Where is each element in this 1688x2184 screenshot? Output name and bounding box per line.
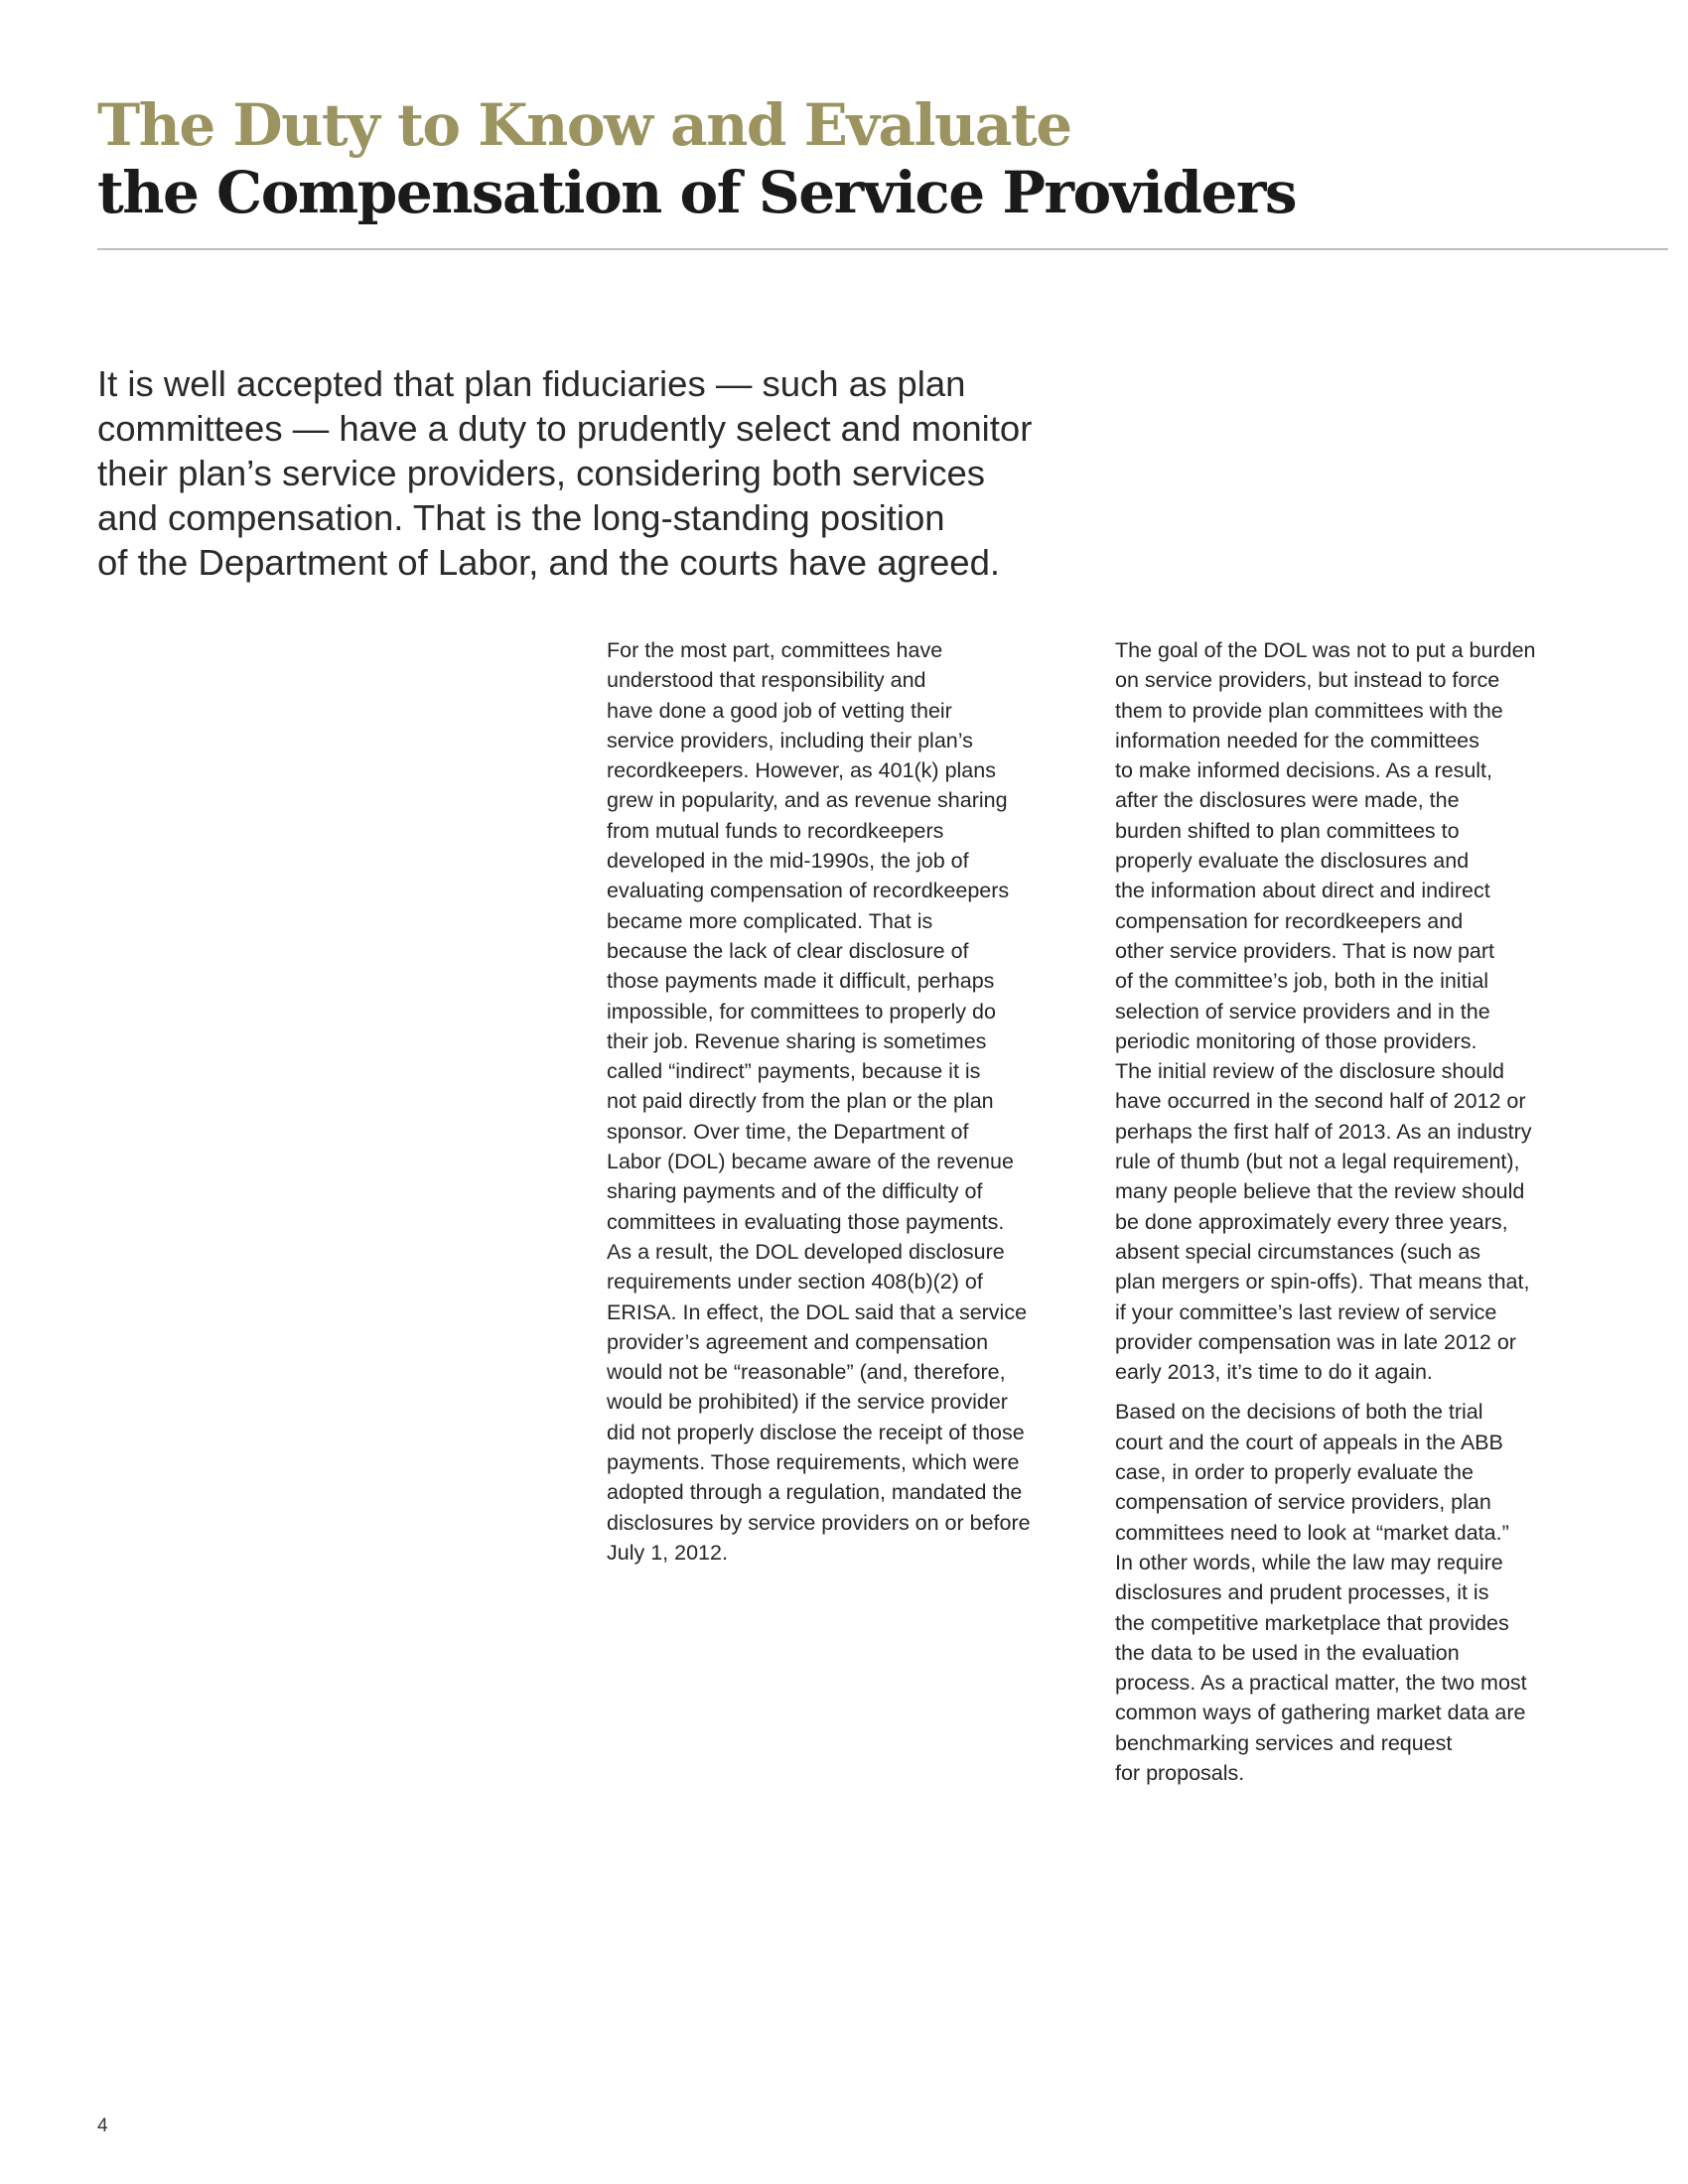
text-line: recordkeepers. However, as 401(k) plans (607, 758, 996, 783)
text-line: would be prohibited) if the service provider (607, 1390, 1008, 1415)
text-line: the information about direct and indirect (1115, 879, 1490, 903)
intro-line: It is well accepted that plan fiduciaries — such as plan (97, 363, 966, 404)
text-line: the data to be used in the evaluation (1115, 1640, 1460, 1665)
text-line: selection of service providers and in the (1115, 999, 1490, 1024)
text-line: Based on the decisions of both the trial (1115, 1400, 1483, 1425)
left-paragraph-1 (607, 635, 1073, 1568)
intro-line: their plan’s service providers, considering both services (97, 453, 986, 493)
text-line: payments. Those requirements, which were (607, 1450, 1020, 1475)
text-line: them to provide plan committees with the (1115, 698, 1503, 723)
intro-paragraph (97, 361, 1090, 585)
text-line: grew in popularity, and as revenue sharing (607, 788, 1008, 813)
text-line: did not properly disclose the receipt of those (607, 1420, 1025, 1444)
text-line: absent special circumstances (such as (1115, 1239, 1481, 1264)
text-line: disclosures by service providers on or before (607, 1510, 1031, 1535)
text-line: of the committee’s job, both in the initial (1115, 969, 1489, 994)
text-line: The initial review of the disclosure should (1115, 1059, 1504, 1084)
text-line: the competitive marketplace that provides (1115, 1610, 1509, 1635)
body-column-left (607, 635, 1073, 1568)
text-line: July 1, 2012. (607, 1540, 728, 1565)
text-line: sponsor. Over time, the Department of (607, 1119, 969, 1144)
text-line: those payments made it difficult, perhaps (607, 969, 995, 994)
text-line: court and the court of appeals in the ABB (1115, 1430, 1503, 1454)
text-line: impossible, for committees to properly do (607, 999, 996, 1024)
text-line: As a result, the DOL developed disclosure (607, 1239, 1005, 1264)
text-line: on service providers, but instead to force (1115, 668, 1500, 693)
text-line: properly evaluate the disclosures and (1115, 849, 1470, 874)
text-line: perhaps the first half of 2013. As an industry (1115, 1119, 1532, 1144)
right-paragraph-2 (1115, 1397, 1582, 1788)
text-line: would not be “reasonable” (and, therefore, (607, 1360, 1006, 1385)
intro-line: committees — have a duty to prudently select and monitor (97, 408, 1033, 449)
text-line: information needed for the committees (1115, 728, 1479, 752)
text-line: In other words, while the law may require (1115, 1550, 1503, 1574)
text-line: understood that responsibility and (607, 668, 926, 693)
text-line: other service providers. That is now part (1115, 938, 1494, 963)
page-number: 4 (97, 2116, 108, 2136)
right-paragraph-1 (1115, 635, 1582, 1387)
text-line: disclosures and prudent processes, it is (1115, 1580, 1489, 1605)
text-line: from mutual funds to recordkeepers (607, 818, 944, 843)
text-line: evaluating compensation of recordkeepers (607, 879, 1010, 903)
text-line: after the disclosures were made, the (1115, 788, 1460, 813)
text-line: service providers, including their plan’s (607, 728, 973, 752)
text-line: became more complicated. That is (607, 908, 933, 933)
text-line: developed in the mid-1990s, the job of (607, 849, 969, 874)
text-line: adopted through a regulation, mandated the (607, 1480, 1023, 1505)
body-column-right (1115, 635, 1582, 1788)
text-line: have done a good job of vetting their (607, 698, 952, 723)
text-line: have occurred in the second half of 2012 or (1115, 1089, 1526, 1114)
text-line: because the lack of clear disclosure of (607, 938, 969, 963)
text-line: For the most part, committees have (607, 638, 943, 662)
intro-line: and compensation. That is the long-standing position (97, 497, 945, 538)
text-line: common ways of gathering market data are (1115, 1701, 1526, 1725)
title-divider (97, 248, 1668, 250)
text-line: be done approximately every three years, (1115, 1209, 1508, 1234)
page-title (97, 91, 1666, 226)
text-line: periodic monitoring of those providers. (1115, 1028, 1477, 1053)
text-line: benchmarking services and request (1115, 1730, 1453, 1755)
text-line: called “indirect” payments, because it is (607, 1059, 981, 1084)
text-line: provider compensation was in late 2012 or (1115, 1329, 1516, 1354)
text-line: provider’s agreement and compensation (607, 1329, 989, 1354)
text-line: plan mergers or spin-offs). That means that, (1115, 1270, 1530, 1295)
text-line: rule of thumb (but not a legal requirement), (1115, 1150, 1520, 1174)
text-line: committees need to look at “market data.” (1115, 1520, 1509, 1545)
text-line: their job. Revenue sharing is sometimes (607, 1028, 987, 1053)
text-line: sharing payments and of the difficulty of (607, 1179, 983, 1204)
title-line-2: the Compensation of Service Providers (97, 159, 1297, 226)
text-line: if your committee’s last review of service (1115, 1299, 1497, 1324)
text-line: for proposals. (1115, 1760, 1245, 1785)
text-line: burden shifted to plan committees to (1115, 818, 1460, 843)
text-line: to make informed decisions. As a result, (1115, 758, 1493, 783)
text-line: early 2013, it’s time to do it again. (1115, 1360, 1433, 1385)
title-line-1: The Duty to Know and Evaluate (97, 91, 1071, 159)
text-line: compensation of service providers, plan (1115, 1490, 1491, 1515)
text-line: many people believe that the review should (1115, 1179, 1525, 1204)
text-line: The goal of the DOL was not to put a burden (1115, 638, 1536, 662)
text-line: compensation for recordkeepers and (1115, 908, 1464, 933)
text-line: Labor (DOL) became aware of the revenue (607, 1150, 1014, 1174)
text-line: process. As a practical matter, the two most (1115, 1671, 1527, 1696)
text-line: not paid directly from the plan or the plan (607, 1089, 994, 1114)
text-line: ERISA. In effect, the DOL said that a service (607, 1299, 1028, 1324)
text-line: committees in evaluating those payments. (607, 1209, 1005, 1234)
text-line: case, in order to properly evaluate the (1115, 1460, 1474, 1485)
intro-line: of the Department of Labor, and the courts have agreed. (97, 542, 1001, 583)
text-line: requirements under section 408(b)(2) of (607, 1270, 983, 1295)
